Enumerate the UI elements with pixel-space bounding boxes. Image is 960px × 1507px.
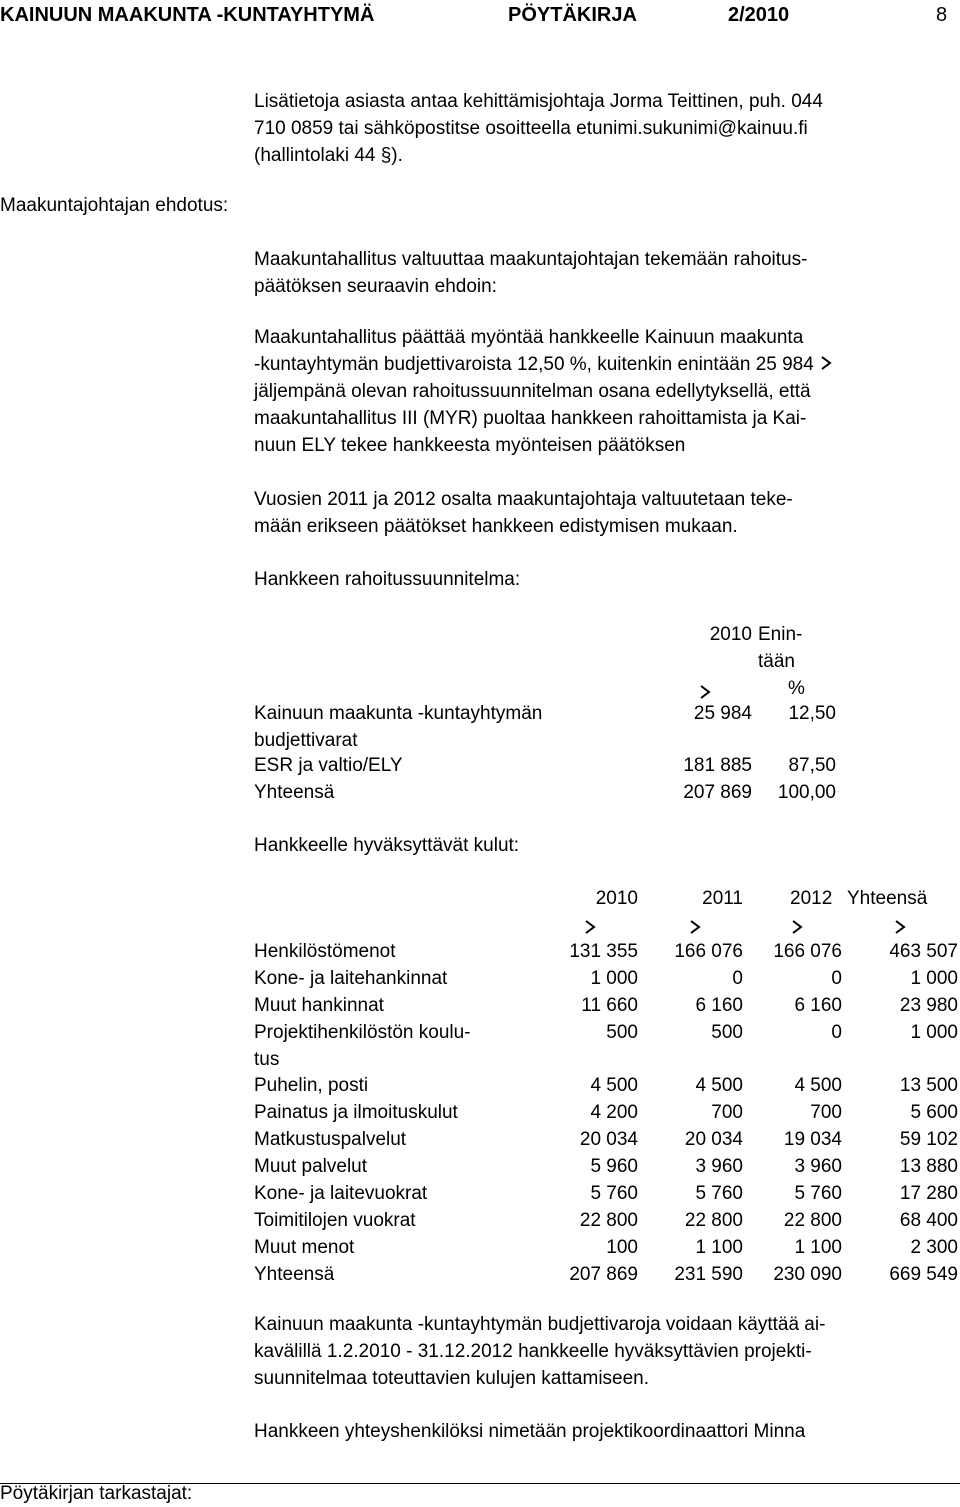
cost-cell: 5 760 [590, 1183, 638, 1204]
funding-amount: 207 869 [683, 782, 752, 803]
cost-cell: 2 300 [910, 1237, 958, 1258]
cost-cell: 131 355 [569, 941, 638, 962]
cost-cell: 1 000 [910, 1022, 958, 1043]
funding-title: Hankkeen rahoitussuunnitelma: [254, 569, 521, 590]
cost-row-label: Puhelin, posti [254, 1075, 369, 1096]
cost-row-label: Projektihenkilöstön koulu- [254, 1022, 471, 1043]
funding-pct: 12,50 [788, 703, 836, 724]
info-line: (hallintolaki 44 §). [254, 145, 403, 166]
cost-cell: 166 076 [773, 941, 842, 962]
funding-header-year: 2010 [709, 624, 752, 645]
cost-cell: 4 500 [794, 1075, 842, 1096]
cost-cell: 59 102 [899, 1129, 958, 1150]
paragraph-line: maakuntahallitus III (MYR) puoltaa hankkeen rahoittamista ja Kai- [254, 408, 807, 429]
cost-cell: 0 [831, 968, 842, 989]
costs-header-2012: 2012 [790, 888, 833, 909]
cost-cell: 5 760 [794, 1183, 842, 1204]
header-number: 2/2010 [728, 4, 790, 26]
cost-cell: 166 076 [674, 941, 743, 962]
cost-cell: 22 800 [579, 1210, 638, 1231]
funding-header-pct: % [788, 678, 805, 699]
cost-row-label: Painatus ja ilmoituskulut [254, 1102, 458, 1123]
cost-cell: 4 500 [695, 1075, 743, 1096]
funding-header-max-2: tään [758, 651, 795, 672]
cost-cell: 23 980 [899, 995, 958, 1016]
cost-cell: 700 [810, 1102, 842, 1123]
cost-cell: 22 800 [783, 1210, 842, 1231]
cost-row-label-2: tus [254, 1049, 280, 1070]
cost-cell: 1 100 [695, 1237, 743, 1258]
cost-cell: 1 000 [590, 968, 638, 989]
cost-cell: 669 549 [889, 1264, 958, 1285]
cost-cell: 1 000 [910, 968, 958, 989]
cost-row-label: Muut hankinnat [254, 995, 384, 1016]
funding-amount: 25 984 [693, 703, 752, 724]
cost-cell: 3 960 [695, 1156, 743, 1177]
cost-cell: 17 280 [899, 1183, 958, 1204]
paragraph-line: Vuosien 2011 ja 2012 osalta maakuntajohtaja valtuutetaan teke- [254, 489, 793, 510]
paragraph-line: Hankkeen yhteyshenkilöksi nimetään projektikoordinaattori Minna [254, 1421, 806, 1442]
cost-cell: 5 960 [590, 1156, 638, 1177]
paragraph-line: Maakuntahallitus valtuuttaa maakuntajohtajan tekemään rahoitus- [254, 249, 808, 270]
cost-cell: 22 800 [684, 1210, 743, 1231]
cost-cell: 463 507 [889, 941, 958, 962]
cost-row-label: Yhteensä [254, 1264, 335, 1285]
paragraph-line: Maakuntahallitus päättää myöntää hankkeelle Kainuun maakunta [254, 327, 804, 348]
info-line: Lisätietoja asiasta antaa kehittämisjohtaja Jorma Teittinen, puh. 044 [254, 91, 823, 112]
funding-amount: 181 885 [683, 755, 752, 776]
costs-title: Hankkeelle hyväksyttävät kulut: [254, 835, 520, 856]
cost-cell: 20 034 [684, 1129, 743, 1150]
cost-cell: 5 760 [695, 1183, 743, 1204]
cost-cell: 20 034 [579, 1129, 638, 1150]
funding-row-label-2: budjettivarat [254, 730, 358, 751]
cost-cell: 0 [831, 1022, 842, 1043]
cost-cell: 4 200 [590, 1102, 638, 1123]
cost-cell: 207 869 [569, 1264, 638, 1285]
costs-header-2011: 2011 [702, 888, 743, 909]
funding-row-label: Yhteensä [254, 782, 335, 803]
paragraph-line: nuun ELY tekee hankkeesta myönteisen päätöksen [254, 435, 686, 456]
cost-cell: 230 090 [773, 1264, 842, 1285]
side-label: Maakuntajohtajan ehdotus: [0, 195, 229, 216]
paragraph-line: Kainuun maakunta -kuntayhtymän budjettivaroja voidaan käyttää ai- [254, 1314, 826, 1335]
euro-icon [819, 356, 832, 370]
info-line: 710 0859 tai sähköpostitse osoitteella etunimi.sukunimi@kainuu.fi [254, 118, 808, 139]
costs-header-2010: 2010 [595, 888, 638, 909]
cost-row-label: Henkilöstömenot [254, 941, 396, 962]
paragraph-line: suunnitelmaa toteuttavien kulujen kattamiseen. [254, 1368, 650, 1389]
cost-row-label: Matkustuspalvelut [254, 1129, 407, 1150]
footer-label: Pöytäkirjan tarkastajat: [0, 1483, 193, 1504]
cost-cell: 231 590 [674, 1264, 743, 1285]
cost-cell: 500 [606, 1022, 638, 1043]
paragraph-text: -kuntayhtymän budjettivaroista 12,50 %, kuitenkin enintään 25 984 [254, 354, 814, 375]
cost-cell: 700 [711, 1102, 743, 1123]
cost-cell: 6 160 [695, 995, 743, 1016]
cost-cell: 1 100 [794, 1237, 842, 1258]
paragraph-line: jäljempänä olevan rahoitussuunnitelman osana edellytyksellä, että [254, 381, 811, 402]
cost-row-label: Muut palvelut [254, 1156, 368, 1177]
funding-row-label: ESR ja valtio/ELY [254, 755, 403, 776]
cost-cell: 68 400 [899, 1210, 958, 1231]
cost-cell: 13 500 [899, 1075, 958, 1096]
cost-cell: 100 [606, 1237, 638, 1258]
cost-row-label: Toimitilojen vuokrat [254, 1210, 416, 1231]
header-page: 8 [936, 4, 948, 26]
funding-pct: 100,00 [777, 782, 836, 803]
cost-cell: 3 960 [794, 1156, 842, 1177]
cost-cell: 13 880 [899, 1156, 958, 1177]
header-org: KAINUUN MAAKUNTA -KUNTAYHTYMÄ [0, 4, 375, 26]
cost-row-label: Muut menot [254, 1237, 355, 1258]
paragraph-line: päätöksen seuraavin ehdoin: [254, 276, 497, 297]
costs-header-total: Yhteensä [847, 888, 928, 909]
paragraph-line: mään erikseen päätökset hankkeen edistymisen mukaan. [254, 516, 738, 537]
cost-cell: 19 034 [783, 1129, 842, 1150]
header-doc: PÖYTÄKIRJA [508, 4, 637, 26]
funding-row-label: Kainuun maakunta -kuntayhtymän [254, 703, 543, 724]
cost-cell: 0 [732, 968, 743, 989]
cost-cell: 4 500 [590, 1075, 638, 1096]
funding-pct: 87,50 [788, 755, 836, 776]
funding-header-max: Enin- [758, 624, 803, 645]
cost-row-label: Kone- ja laitevuokrat [254, 1183, 428, 1204]
paragraph-line [254, 351, 832, 378]
cost-cell: 500 [711, 1022, 743, 1043]
cost-cell: 6 160 [794, 995, 842, 1016]
cost-row-label: Kone- ja laitehankinnat [254, 968, 448, 989]
paragraph-line: kavälillä 1.2.2010 - 31.12.2012 hankkeelle hyväksyttävien projekti- [254, 1341, 812, 1362]
cost-cell: 5 600 [910, 1102, 958, 1123]
cost-cell: 11 660 [581, 995, 638, 1016]
